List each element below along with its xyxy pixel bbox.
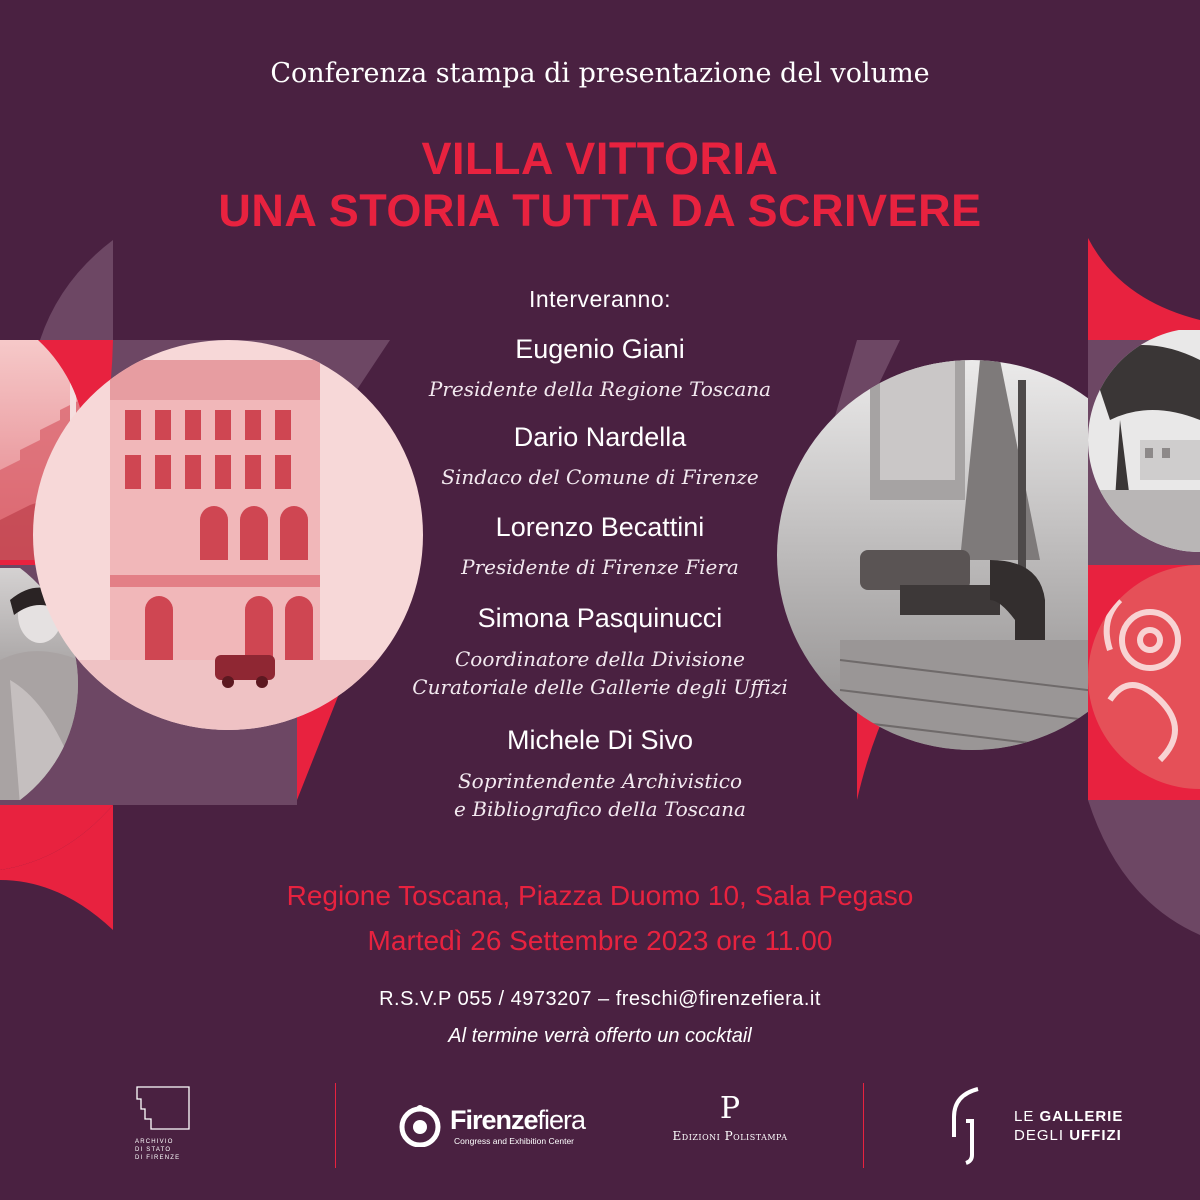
speaker-name: Simona Pasquinucci — [477, 603, 723, 633]
polistampa-mark-icon: P — [719, 1091, 741, 1126]
footer-divider — [863, 1083, 864, 1168]
polistampa-name: Edizioni Polistampa — [672, 1129, 788, 1143]
event-venue: Regione Toscana, Piazza Duomo 10, Sala Pegaso — [286, 880, 914, 911]
event-datetime: Martedì 26 Settembre 2023 ore 11.00 — [367, 925, 833, 956]
speaker-role: Presidente di Firenze Fiera — [461, 555, 739, 579]
polistampa-logo — [655, 1093, 805, 1153]
speaker-role: Sindaco del Comune di Firenze — [441, 465, 759, 489]
uffizi-logo — [948, 1085, 1148, 1165]
archivio-text: DI FIRENZE — [135, 1155, 181, 1161]
uffizi-text: DEGLI — [1014, 1127, 1070, 1144]
uffizi-text-bold: GALLERIE — [1039, 1108, 1124, 1125]
cocktail-note: Al termine verrà offerto un cocktail — [448, 1025, 752, 1047]
speaker-role: Soprintendente Archivistico — [457, 769, 742, 793]
footer-divider — [335, 1083, 336, 1168]
firenzefiera-tagline: Congress and Exhibition Center — [454, 1136, 575, 1146]
firenzefiera-mark-icon — [398, 1103, 448, 1147]
speaker-name: Dario Nardella — [513, 422, 687, 452]
speaker-role: Curatoriale delle Gallerie degli Uffizi — [412, 675, 788, 699]
rsvp-contact: R.S.V.P 055 / 4973207 – freschi@firenzefiera.it — [379, 988, 821, 1010]
archivio-logo — [133, 1083, 203, 1173]
press-conference-label: Conferenza stampa di presentazione del volume — [270, 58, 930, 89]
firenzefiera-name: Firenze — [450, 1105, 538, 1135]
archivio-text: DI STATO — [135, 1147, 172, 1153]
speaker-name: Eugenio Giani — [515, 334, 685, 364]
uffizi-text-bold: UFFIZI — [1069, 1127, 1122, 1144]
title-line-2: UNA STORIA TUTTA DA SCRIVERE — [218, 185, 982, 236]
uffizi-text: LE — [1014, 1108, 1040, 1125]
speaker-role: e Bibliografico della Toscana — [454, 797, 746, 821]
firenzefiera-logo — [398, 1103, 608, 1153]
archivio-mark-icon — [133, 1083, 193, 1133]
speaker-role: Coordinatore della Divisione — [454, 647, 746, 671]
uffizi-mark-icon — [948, 1085, 998, 1165]
title-line-1: VILLA VITTORIA — [421, 133, 779, 184]
archivio-text: ARCHIVIO — [135, 1139, 174, 1145]
speaker-name: Michele Di Sivo — [506, 725, 694, 755]
speakers-intro: Interveranno: — [528, 286, 672, 312]
speaker-role: Presidente della Regione Toscana — [428, 377, 772, 401]
speaker-name: Lorenzo Becattini — [495, 512, 705, 542]
firenzefiera-suffix: fiera — [537, 1105, 586, 1135]
